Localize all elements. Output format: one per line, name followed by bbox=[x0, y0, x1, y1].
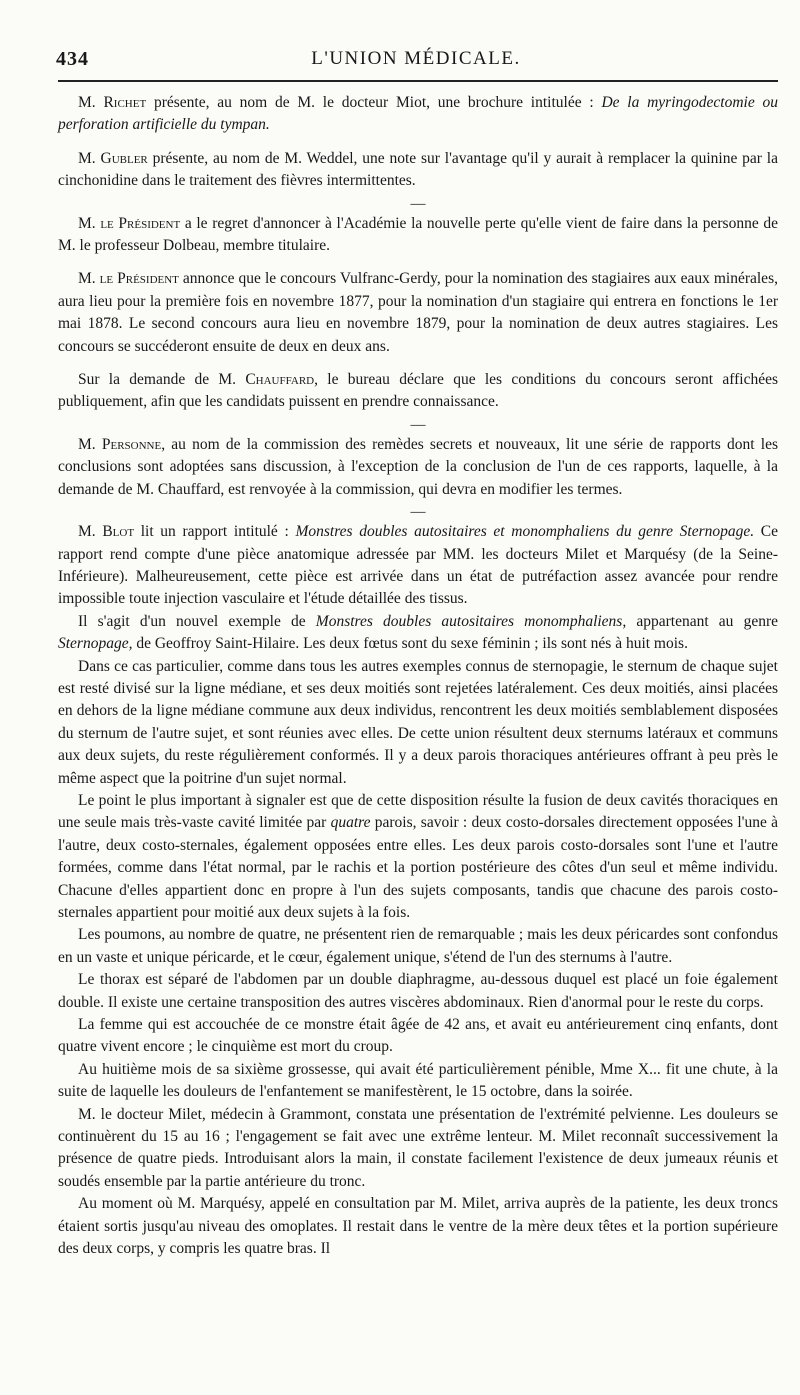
paragraph-sternum: Dans ce cas particulier, comme dans tous les autres exemples connus de sternopagie, le sternum de chaque sujet est resté divisé sur la ligne médiane, et ses deux moitiés sont rejetées latéralement. Ces deux moitiés, ainsi placées en dehors de la ligne médiane commune aux deux individus, rencontrent les deux moitiés semblablement disposées du sternum de l'autre sujet, et sont réunies avec elles. De cette union résultent deux sternums latéraux et communs aux deux sujets, du reste régulièrement conformés. Il y a deux parois thoraciques antérieures offrant à peu près le même aspect que la poitrine d'un sujet normal. bbox=[58, 657, 778, 787]
page-header bbox=[54, 48, 778, 78]
page-body bbox=[58, 92, 778, 1261]
paragraph-thorax: Le thorax est séparé de l'abdomen par un double diaphragme, au-dessous duquel est placé un foie également double. Il existe une certaine transposition des autres viscères abdominaux. Rien d'anormal pour le reste du corps. bbox=[58, 971, 778, 1011]
paragraph-sternopage: Il s'agit d'un nouvel exemple de Monstres doubles autositaires monomphaliens, appartenant au genre Sternopage, de Geoffroy Saint-Hilaire. Les deux fœtus sont du sexe féminin ; ils sont nés à huit mois. bbox=[58, 612, 778, 653]
separator-dash: — bbox=[410, 504, 426, 521]
paragraph-gubler: M. Gubler présente, au nom de M. Weddel, une note sur l'avantage qu'il y aurait à remplacer la quinine par la cinchonidine dans le traitement des fièvres intermittentes. bbox=[58, 149, 778, 190]
paragraph-president-concours: M. le Président annonce que le concours Vulfranc-Gerdy, pour la nomination des stagiaires aux eaux minérales, aura lieu pour la première fois en novembre 1877, pour la nomination d'un stagiaire qui entrera en fonctions le 1er mai 1878. Le second concours aura lieu en novembre 1879, pour la nomination de deux autres stagiaires. Les concours se succéderont ensuite de deux en deux ans. bbox=[58, 270, 778, 355]
paragraph-grossesse: Au huitième mois de sa sixième grossesse, qui avait été particulièrement pénible, Mme X... fit une chute, à la suite de laquelle les douleurs de l'enfantement se manifestèrent, le 15 octobre, dans la soirée. bbox=[58, 1060, 778, 1101]
paragraph-femme: La femme qui est accouchée de ce monstre était âgée de 42 ans, et avait eu antérieurement cinq enfants, dont quatre vivent encore ; le cinquième est mort du croup. bbox=[58, 1016, 778, 1056]
paragraph-poumons: Les poumons, au nombre de quatre, ne présentent rien de remarquable ; mais les deux péricardes sont confondus en un vaste et unique péricarde, et le cœur, également unique, s'étend de l'un des sternums à l'autre. bbox=[58, 926, 778, 966]
paragraph-richet: M. Richet présente, au nom de M. le docteur Miot, une brochure intitulée : De la myringodectomie ou perforation artificielle du tympan. bbox=[58, 94, 778, 134]
paragraph-milet: M. le docteur Milet, médecin à Grammont, constata une présentation de l'extrémité pelvienne. Les douleurs se continuèrent du 15 au 16 ; l'engagement se fait avec une extrême lenteur. M. Milet reconnaît successivement la présence de quatre pieds. Introduisant alors la main, il constate facilement l'existence de deux jumeaux réunis et soudés ensemble par la partie antérieure du tronc. bbox=[58, 1105, 778, 1190]
separator-dash: — bbox=[410, 416, 426, 433]
paragraph-president-dolbeau: M. le Président a le regret d'annoncer à l'Académie la nouvelle perte qu'elle vient de faire dans la personne de M. le professeur Dolbeau, membre titulaire. bbox=[58, 214, 778, 255]
header-rule bbox=[58, 80, 778, 82]
page-number: 434 bbox=[56, 48, 89, 70]
paragraph-chauffard: Sur la demande de M. Chauffard, le bureau déclare que les conditions du concours seront affichées publiquement, afin que les candidats puissent en prendre connaissance. bbox=[58, 371, 778, 411]
paragraph-marquesy: Au moment où M. Marquésy, appelé en consultation par M. Milet, arriva auprès de la patiente, les deux troncs étaient sortis jusqu'au niveau des omoplates. Il restait dans le ventre de la mère deux têtes et la portion supérieure des deux corps, y compris les quatre bras. Il bbox=[58, 1195, 778, 1258]
separator-dash: — bbox=[410, 195, 426, 212]
running-title: L'UNION MÉDICALE. bbox=[311, 48, 521, 69]
paragraph-personne: M. Personne, au nom de la commission des remèdes secrets et nouveaux, lit une série de rapports dont les conclusions sont adoptées sans discussion, à l'exception de la conclusion de l'un de ces rapports, laquelle, à la demande de M. Chauffard, est renvoyée à la commission, qui devra en modifier les termes. bbox=[58, 435, 778, 498]
paragraph-cavites: Le point le plus important à signaler est que de cette disposition résulte la fusion de deux cavités thoraciques en une seule mais très-vaste cavité limitée par quatre parois, savoir : deux costo-dorsales directement opposées l'une à l'autre, deux costo-sternales, également opposées entre elles. Les deux parois costo-dorsales sont l'une et l'autre formées, comme dans l'état normal, par le rachis et la portion postérieure des côtes d'un seul et même individu. Chacune d'elles appartient donc en propre à l'un des sujets composants, tandis que chacune des parois costo-sternales appartient pour moitié aux deux sujets à la fois. bbox=[58, 791, 778, 921]
paragraph-blot: M. Blot lit un rapport intitulé : Monstres doubles autositaires et monomphaliens du genre Sternopage. Ce rapport rend compte d'une pièce anatomique adressée par MM. les docteurs Milet et Marquésy (de la Seine-Inférieure). Malheureusement, cette pièce est arrivée dans un état de putréfaction assez avancée pour rendre impossible toute injection vasculaire et l'étude détaillée des tissus. bbox=[58, 523, 778, 608]
